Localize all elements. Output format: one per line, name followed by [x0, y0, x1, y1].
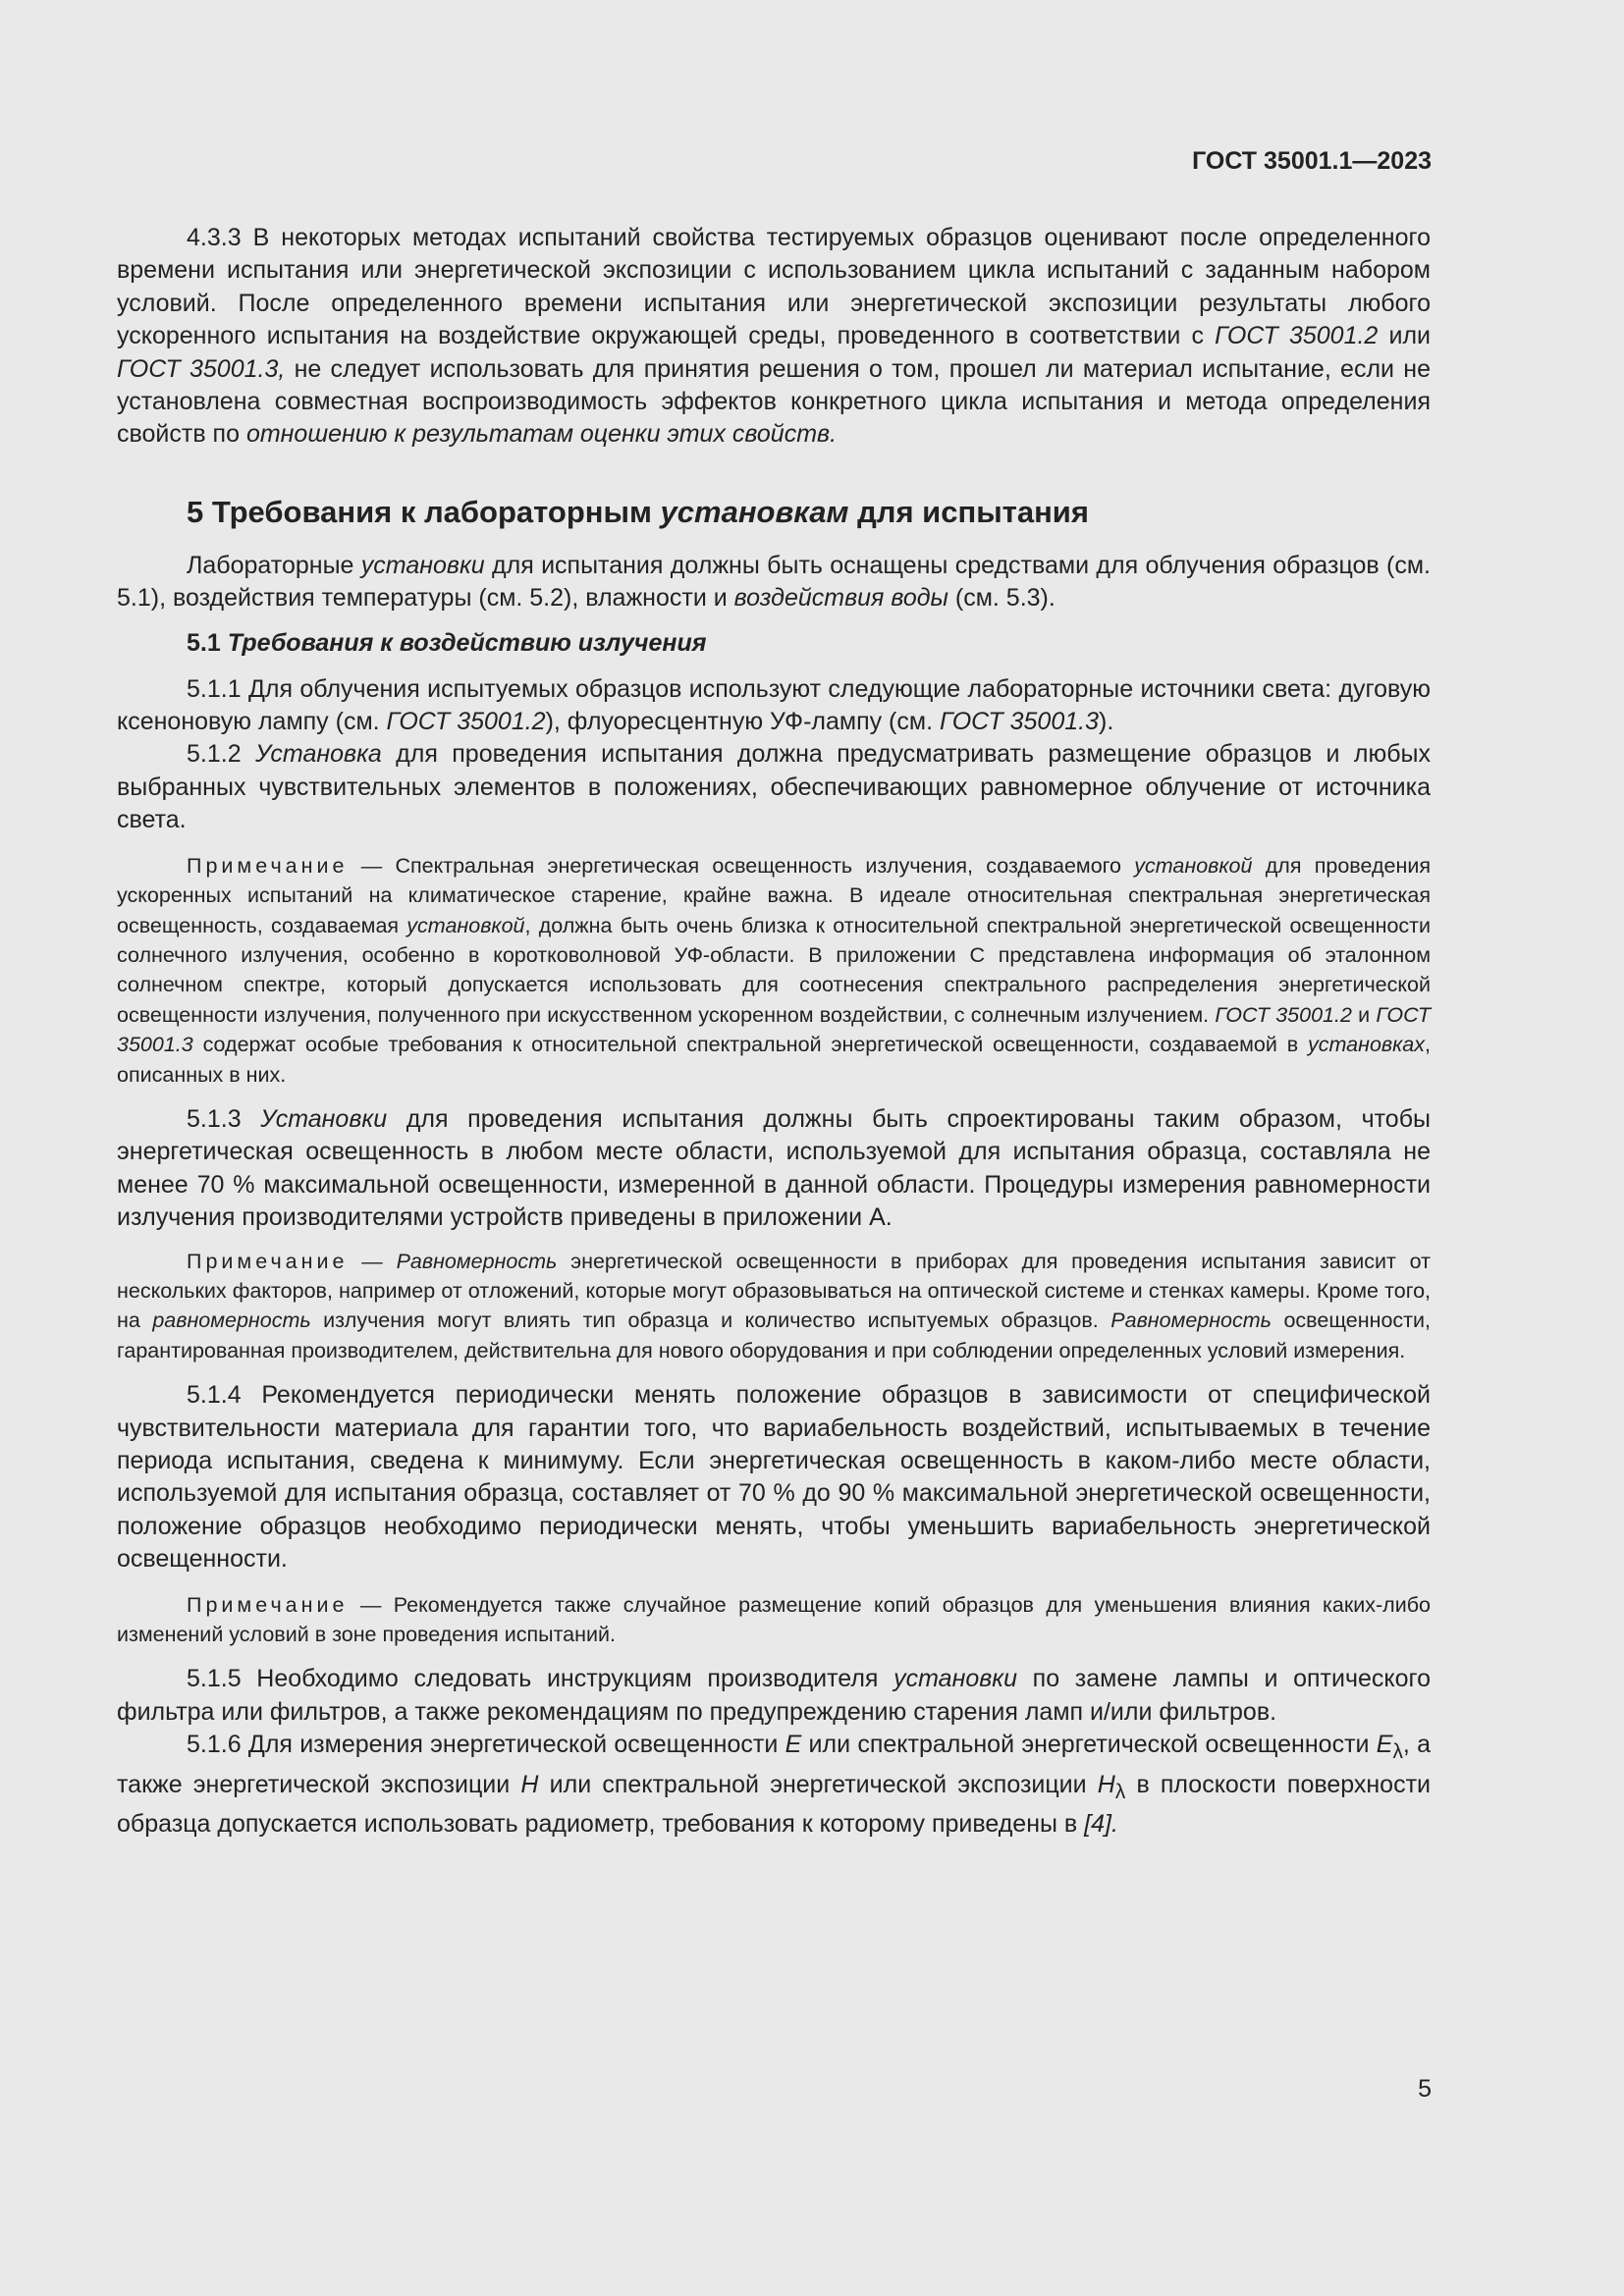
paragraph-5-1-5: 5.1.5 Необходимо следовать инструкциям производителя установки по замене лампы и оптического фильтра или фильтров, а также рекомендациям по предупреждению старения ламп и/или фильтров.: [117, 1665, 1431, 1726]
section-5-intro: Лабораторные установки для испытания должны быть оснащены средствами для облучения образцов (см. 5.1), воздействия температуры (см. 5.2), влажности и воздействия воды (см. 5.3).: [117, 551, 1431, 613]
document-code-header: ГОСТ 35001.1—2023: [1192, 147, 1432, 175]
symbol-H-lambda: H: [1097, 1770, 1115, 1798]
page-content: [117, 222, 1431, 1841]
note-label: Примечание: [187, 1249, 349, 1273]
note-label: Примечание: [187, 853, 349, 878]
standard-reference: ГОСТ 35001.3: [939, 708, 1099, 736]
paragraph-5-1-1: 5.1.1 Для облучения испытуемых образцов используют следующие лабораторные источники света: дуговую ксеноновую лампу (см. ГОСТ 35001.2), флуоресцентную УФ-лампу (см. ГОСТ 35001.3).: [117, 674, 1431, 736]
standard-reference: ГОСТ 35001.3,: [117, 354, 286, 383]
note-label: Примечание: [187, 1592, 349, 1617]
page-number: 5: [1418, 2075, 1432, 2103]
paragraph-5-1-6: 5.1.6 Для измерения энергетической освещенности E или спектральной энергетической освещенности $E_\lambda$, а также энергетической экспозиции H или спектральной энергетической экспозиции $H_\lambda$ в плоскости поверхности образца допускается использовать радиометр, требования к которому приведены в [4].: [117, 1731, 1432, 1839]
paragraph-5-1-2: 5.1.2 Установка для проведения испытания должна предусматривать размещение образцов и любых выбранных чувствительных элементов в положениях, обеспечивающих равномерное облучение от источника света.: [117, 740, 1431, 834]
note-2: Примечание — Равномерность энергетической освещенности в приборах для проведения испытания зависит от нескольких факторов, например от отложений, которые могут образовываться на оптической системе и стенках камеры. Кроме того, на равномерность излучения могут влиять тип образца и количество испытуемых образцов. Равномерность освещенности, гарантированная производителем, действительна для нового оборудования и при соблюдении определенных условий измерения.: [117, 1249, 1432, 1362]
symbol-E: E: [785, 1731, 802, 1759]
symbol-E-lambda: E: [1376, 1731, 1393, 1759]
standard-reference: ГОСТ 35001.2: [1215, 322, 1379, 350]
note-3: Примечание — Рекомендуется также случайное размещение копий образцов для уменьшения влияния каких-либо изменений условий в зоне проведения испытаний.: [117, 1592, 1431, 1647]
section-5-1-heading: 5.1 Требования к воздействию излучения: [187, 628, 707, 657]
paragraph-5-1-3: 5.1.3 Установки для проведения испытания должны быть спроектированы таким образом, чтобы энергетическая освещенность в любом месте области, используемой для испытания образца, составляла не менее 70 % максимальной освещенности, измеренной в данной области. Процедуры измерения равномерности излучения производителями устройств приведены в приложении А.: [117, 1104, 1431, 1232]
note-1: Примечание — Спектральная энергетическая освещенность излучения, создаваемого установкой для проведения ускоренных испытаний на климатическое старение, крайне важна. В идеале относительная спектральная энергетическая освещенность, создаваемая установкой, должна быть очень близка к относительной спектральной энергетической освещенности солнечного излучения, особенно в коротковолновой УФ-области. В приложении С представлена информация об эталонном солнечном спектре, который допускается использовать для соотнесения спектрального распределения энергетической освещенности излучения, полученного при искусственном ускоренном воздействии, с солнечным излучением. ГОСТ 35001.2 и ГОСТ 35001.3 содержат особые требования к относительной спектральной энергетической освещенности, создаваемой в установках, описанных в них.: [117, 853, 1432, 1087]
standard-reference: ГОСТ 35001.2: [1215, 1002, 1352, 1027]
standard-reference: ГОСТ 35001.3: [117, 1002, 1432, 1057]
paragraph-4-3-3: 4.3.3 В некоторых методах испытаний свойства тестируемых образцов оценивают после определенного времени испытания или энергетической экспозиции с использованием цикла испытаний с заданным набором условий. После определенного времени испытания или энергетической экспозиции результаты любого ускоренного испытания на воздействие окружающей среды, проведенного в соответствии с ГОСТ 35001.2 или ГОСТ 35001.3, не следует использовать для принятия решения о том, прошел ли материал испытание, если не установлена совместная воспроизводимость эффектов конкретного цикла испытания и метода определения свойств по отношению к результатам оценки этих свойств.: [117, 224, 1432, 449]
symbol-H: H: [520, 1770, 539, 1798]
bibliography-reference: [4].: [1084, 1810, 1118, 1839]
section-5-heading: 5 Требования к лабораторным установкам для испытания: [187, 494, 1089, 529]
paragraph-5-1-4: 5.1.4 Рекомендуется периодически менять положение образцов в зависимости от специфической чувствительности материала для гарантии того, что вариабельность воздействий, испытываемых в течение периода испытания, сведена к минимуму. Если энергетическая освещенность в каком-либо месте области, используемой для испытания образца, составляет от 70 % до 90 % максимальной энергетической освещенности, положение образцов необходимо периодически менять, чтобы уменьшить вариабельность энергетической освещенности.: [117, 1381, 1431, 1574]
standard-reference: ГОСТ 35001.2: [386, 708, 546, 736]
